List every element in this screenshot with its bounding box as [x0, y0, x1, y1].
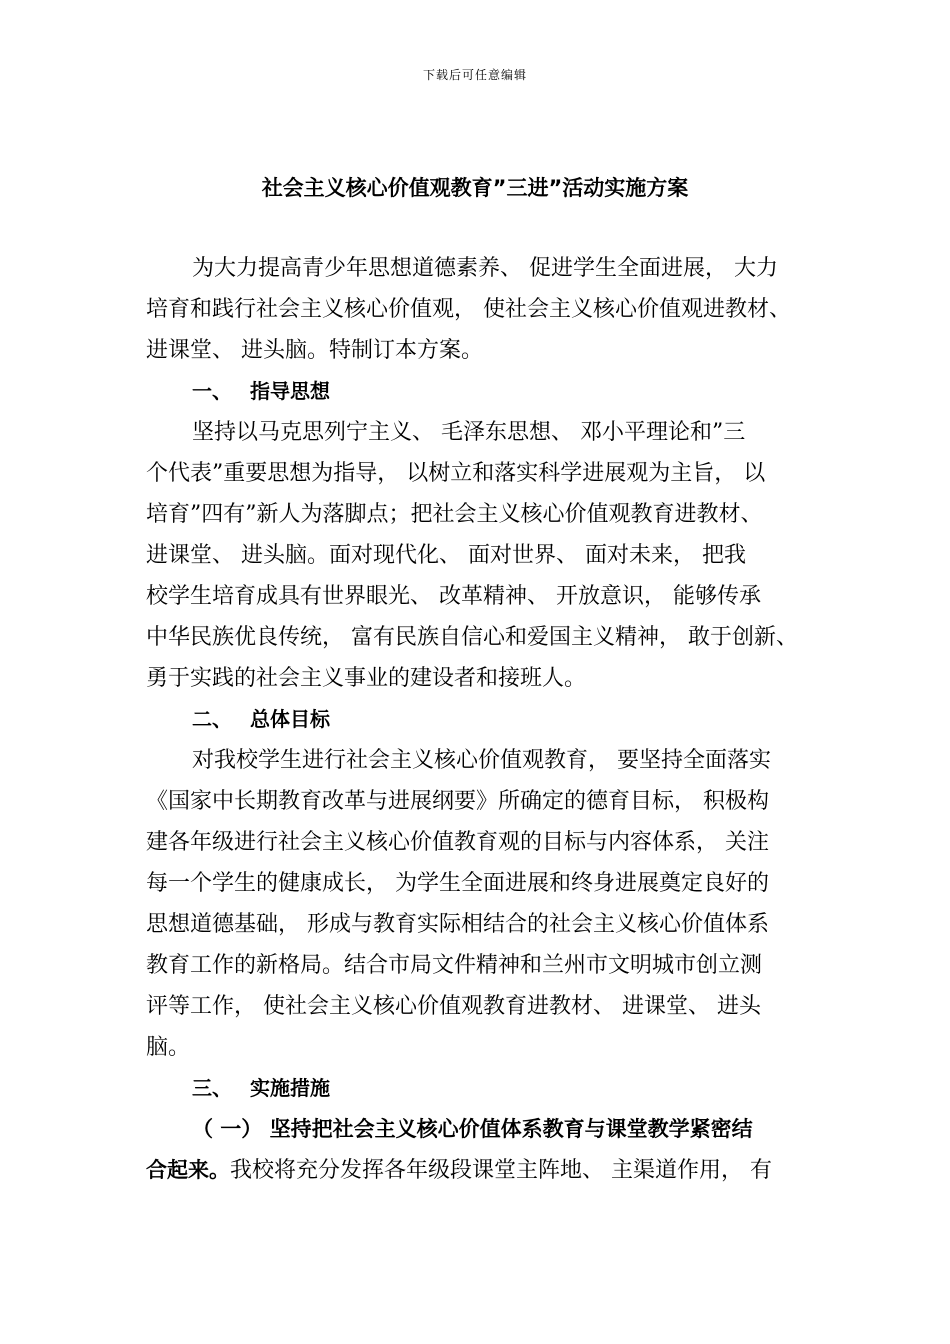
paragraph-line: 对我校学生进行社会主义核心价值观教育， 要坚持全面落实 — [192, 748, 771, 773]
paragraph-line: 建各年级进行社会主义核心价值教育观的目标与内容体系， 关注 — [146, 830, 769, 855]
section-title: 指导思想 — [250, 379, 330, 403]
paragraph-line: 坚持以马克思列宁主义、 毛泽东思想、 邓小平理论和”三 — [192, 420, 746, 445]
paragraph-line: 教育工作的新格局。结合市局文件精神和兰州市文明城市创立测 — [146, 953, 763, 978]
section-number: 二、 — [192, 707, 232, 731]
paragraph-line: 评等工作， 使社会主义核心价值观教育进教材、 进课堂、 进头 — [146, 994, 761, 1019]
header-note: 下载后可任意编辑 — [422, 68, 527, 82]
document-body — [146, 248, 826, 1191]
intro-line: 培育和践行社会主义核心价值观， 使社会主义核心价值观进教材、 — [146, 297, 791, 322]
paragraph-line: 校学生培育成具有世界眼光、 改革精神、 开放意识， 能够传承 — [146, 584, 761, 609]
paragraph-line: 进课堂、 进头脑。面对现代化、 面对世界、 面对未来， 把我 — [146, 543, 746, 568]
subsection-heading: （ 一） 坚持把社会主义核心价值体系教育与课堂教学紧密结 — [192, 1117, 753, 1141]
paragraph-line: 中华民族优良传统， 富有民族自信心和爱国主义精神， 敢于创新、 — [146, 625, 798, 650]
section-title: 实施措施 — [250, 1076, 330, 1100]
section-heading-2 — [146, 699, 826, 740]
section-heading-3 — [146, 1068, 826, 1109]
section-number: 一、 — [192, 379, 232, 403]
section-title: 总体目标 — [250, 707, 330, 731]
paragraph-line: 培育”四有”新人为落脚点；把社会主义核心价值观教育进教材、 — [146, 502, 763, 527]
paragraph-line: 思想道德基础， 形成与教育实际相结合的社会主义核心价值体系 — [146, 912, 769, 937]
section-number: 三、 — [192, 1076, 232, 1100]
subsection-heading-end: 合起来。 — [146, 1158, 230, 1182]
intro-line: 为大力提高青少年思想道德素养、 促进学生全面进展， 大力 — [192, 256, 778, 281]
paragraph-line: 个代表”重要思想为指导， 以树立和落实科学进展观为主旨， 以 — [146, 461, 766, 486]
document-title: 社会主义核心价值观教育”三进”活动实施方案 — [261, 176, 689, 200]
paragraph-line — [146, 1150, 826, 1191]
paragraph-line: 勇于实践的社会主义事业的建设者和接班人。 — [146, 666, 587, 691]
paragraph-line: 《国家中长期教育改革与进展纲要》所确定的德育目标， 积极构 — [146, 789, 769, 814]
paragraph-line: 每一个学生的健康成长， 为学生全面进展和终身进展奠定良好的 — [146, 871, 769, 896]
intro-line: 进课堂、 进头脑。特制订本方案。 — [146, 338, 483, 363]
section-heading-1 — [146, 371, 826, 412]
paragraph-line: 脑。 — [146, 1035, 191, 1060]
paragraph-text: 我校将充分发挥各年级段课堂主阵地、 主渠道作用， 有 — [230, 1158, 772, 1183]
